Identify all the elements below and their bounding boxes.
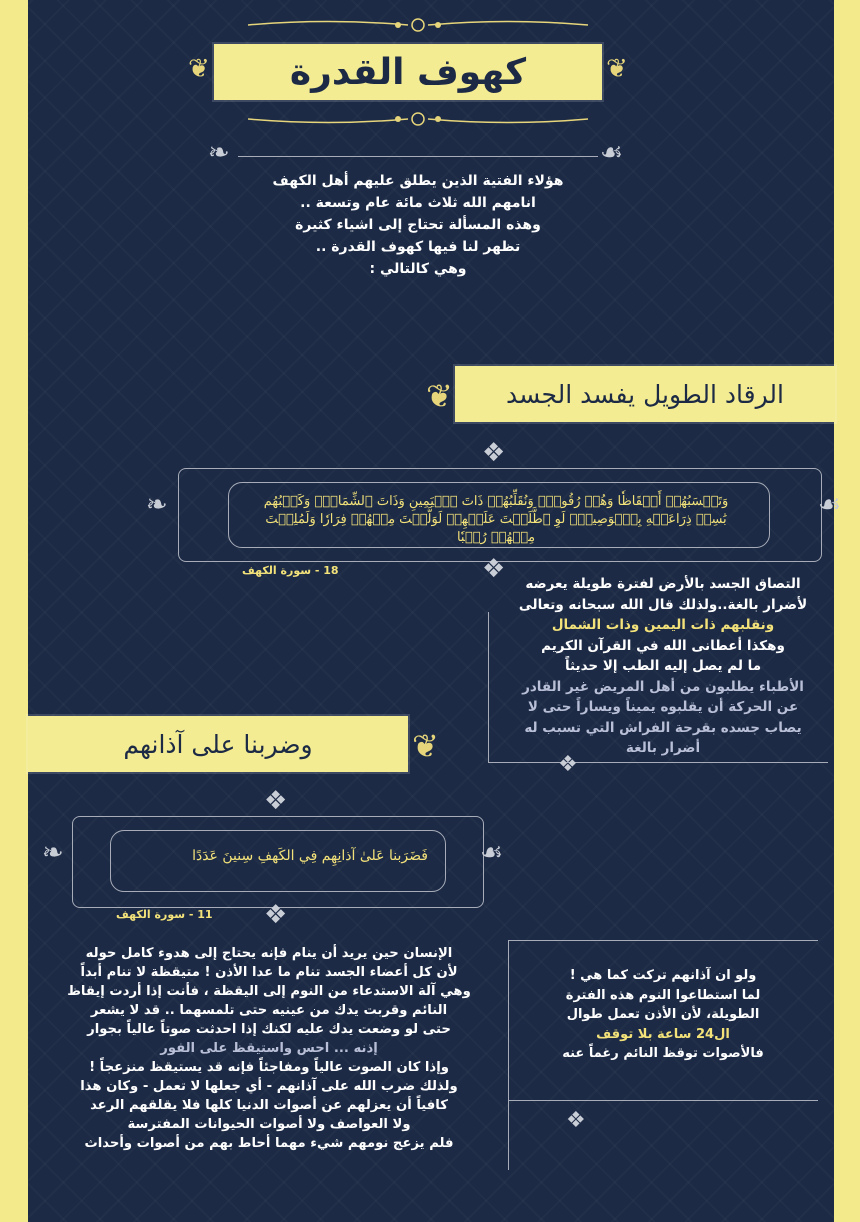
verse1-reference: 18 - سورة الكهف (242, 564, 339, 577)
intro-divider (238, 156, 598, 157)
body2-line: ولذلك ضرب الله على آذانهم - أي جعلها لا تعمل - وكان هذا (80, 1079, 458, 1094)
intro-line: وهذه المسألة تحتاج إلى اشياء كثيرة (295, 217, 541, 233)
body2-line: الإنسان حين يريد أن ينام فإنه يحتاج إلى هدوء كامل حوله (85, 946, 453, 961)
section1-scroll-icon: ❦ (426, 377, 453, 415)
side-note (528, 966, 798, 1064)
verse1-top-flourish-icon: ❖ (482, 438, 506, 468)
intro-left-scroll-icon: ❧ (208, 138, 230, 168)
section2-scroll-icon: ❦ (412, 727, 439, 765)
intro-right-scroll-icon: ☙ (600, 138, 624, 168)
verse1-left-scroll-icon: ❧ (146, 490, 168, 520)
body1-line: ما لم يصل إليه الطب إلا حديثاً (564, 658, 762, 674)
intro-line: وهي كالتالي : (369, 261, 467, 277)
body2-line: النائم وقربت يدك من عينيه حتى تلمسهما .. قد لا يشعر (90, 1003, 448, 1018)
body1-line: عن الحركة أن يقلبوه يميناً ويساراً حتى لا (527, 699, 799, 715)
verse1-right-scroll-icon: ☙ (818, 490, 842, 520)
bottom-flourish-icon (238, 104, 598, 134)
note-line: ولو ان آذانهم تركت كما هي ! (569, 968, 757, 983)
title-right-scroll-icon: ❦ (606, 54, 628, 84)
note-bottom-rule (508, 1100, 818, 1101)
page-title: كهوف القدرة (214, 44, 602, 100)
body1-line-highlight: ونقلبهم ذات اليمين وذات الشمال (551, 617, 775, 633)
body1-line: وهكذا أعطانى الله في القرآن الكريم (541, 637, 785, 654)
verse2-bottom-flourish-icon: ❖ (264, 900, 288, 930)
section2-heading: وضربنا على آذانهم (28, 716, 408, 772)
note-top-rule (508, 940, 818, 941)
body1-line: الأطباء يطلبون من أهل المريض غير القادر (522, 678, 804, 695)
verse2-reference: 11 - سورة الكهف (116, 908, 213, 921)
body2-line: كافياً أن يعزلهم عن أصوات الدنيا كلها فلا يقلقهم الرعد (90, 1098, 448, 1113)
intro-line: تظهر لنا فيها كهوف القدرة .. (315, 239, 521, 255)
verse1-text: وَتَحۡسَبُهُمۡ أَيۡقَاظٗا وَهُمۡ رُقُودٞۚ وَنُقَلِّبُهُمۡ ذَاتَ ٱلۡيَمِينِ وَذَاتَ ٱلشِّمَالِۖ وَكَلۡبُهُم بَٰسِطٞ ذِرَاعَيۡهِ بِٱلۡوَصِيدِۚ لَوِ ٱطَّلَعۡتَ عَلَيۡهِمۡ لَوَلَّيۡتَ مِنۡهُمۡ فِرَارٗا وَلَمُلِئۡتَ مِنۡهُمۡ رُعۡبٗا (263, 494, 729, 545)
section1-body (498, 574, 828, 759)
intro-line: انامهم الله ثلاث مائة عام وتسعة .. (300, 195, 536, 211)
body1-line: يصاب جسده بقرحة الفراش التي تسبب له (524, 719, 802, 736)
verse2-right-scroll-icon: ☙ (480, 838, 504, 868)
body1-line: لأضرار بالغة..ولذلك قال الله سبحانه وتعالى (518, 596, 808, 613)
section1-heading: الرقاد الطويل يفسد الجسد (455, 366, 835, 422)
verse2-top-flourish-icon: ❖ (264, 786, 288, 816)
body2-line: لأن كل أعضاء الجسد تنام ما عدا الأذن ! متيقظة لا تنام أبداً (80, 965, 458, 980)
body2-line-highlight: إذنه ... احس واستيقظ على الفور (160, 1041, 378, 1056)
body2-line: فلم يزعج نومهم شيء مهما أحاط بهم من أصوات وأحداث (84, 1136, 454, 1151)
body1-line: أضرار بالغة (625, 740, 701, 756)
note-left-rule (508, 940, 509, 1170)
section2-body (44, 944, 494, 1153)
top-flourish-icon (238, 10, 598, 40)
note-flourish-icon: ❖ (566, 1108, 586, 1133)
body1-left-rule (488, 612, 489, 762)
title-left-scroll-icon: ❦ (188, 54, 210, 84)
verse2-text: فَضَرَبنا عَلىٰ آذانِهِم فِي الكَهفِ سِنينَ عَدَدًا (192, 848, 428, 864)
page-panel (28, 0, 842, 1222)
note-line: فالأصوات توقظ النائم رغماً عنه (562, 1046, 764, 1061)
body2-line: ولا العواصف ولا أصوات الحيوانات المفترسة (127, 1117, 411, 1132)
verse2-left-scroll-icon: ❧ (42, 838, 64, 868)
note-line: لما استطاعوا النوم هذه الفترة (565, 987, 761, 1003)
note-line-highlight: ال24 ساعة بلا توقف (596, 1026, 730, 1042)
body2-line: حتى لو وضعت يدك عليه لكنك إذا احدثت صوتاً عالياً بجوار (87, 1022, 451, 1037)
body2-line: وإذا كان الصوت عالياً ومفاجئاً فإنه قد يستيقظ منزعجاً ! (89, 1060, 449, 1075)
body1-line: التصاق الجسد بالأرض لفترة طويلة يعرضه (525, 576, 801, 592)
verse1-bottom-flourish-icon: ❖ (482, 554, 506, 584)
body1-bottom-rule (488, 762, 828, 763)
body2-line: وهي آلة الاستدعاء من النوم إلى اليقظة ، فأنت إذا أردت إيقاظ (67, 984, 471, 999)
note-line: الطويلة، لأن الأذن تعمل طوال (566, 1007, 760, 1022)
body1-flourish-icon: ❖ (558, 752, 578, 777)
intro-text (228, 170, 608, 280)
intro-line: هؤلاء الفتية الذين يطلق عليهم أهل الكهف (272, 173, 564, 189)
